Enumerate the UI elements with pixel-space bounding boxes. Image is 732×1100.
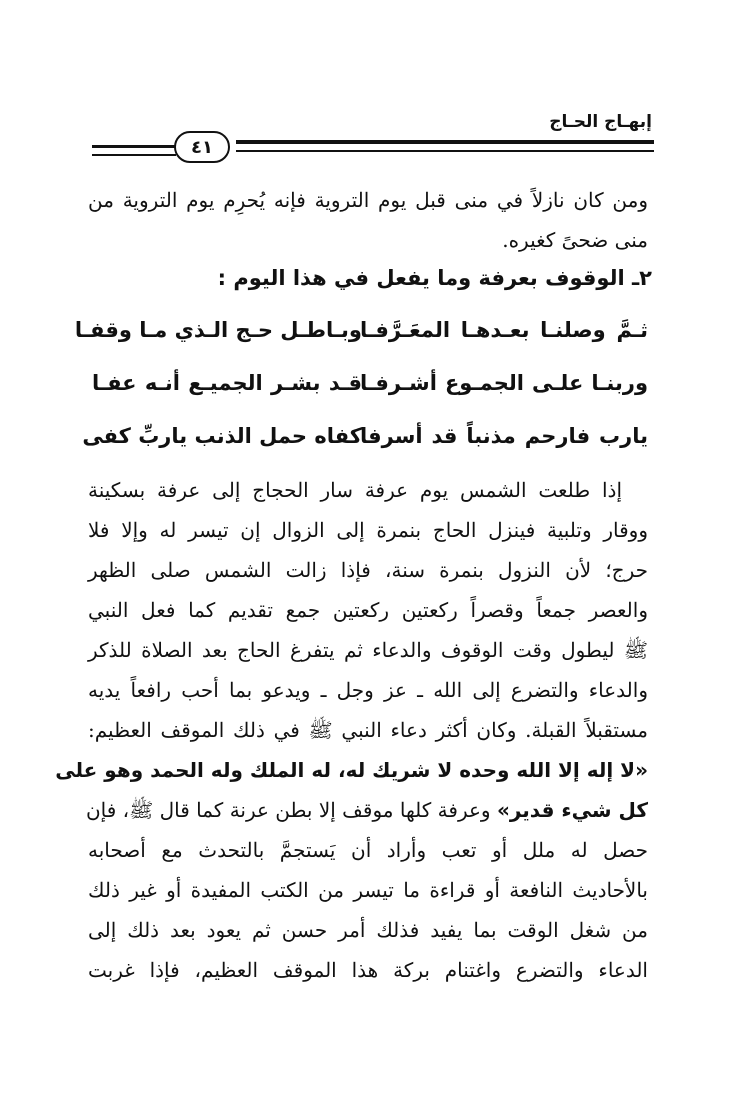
body-line: حصل له ملل أو تعب وأراد أن يَستجمَّ بالتحدث مع أصحابه <box>88 838 648 862</box>
intro-line: منى ضحىً كغيره. <box>502 228 648 252</box>
verse-hemistich: يارب فارحم مذنباً قد أسرفا <box>360 424 648 448</box>
page-number: ٤١ <box>174 131 230 163</box>
body-tail: وعرفة كلها موقف إلا بطن عرنة كما قال ﷺ، فإن <box>85 798 497 822</box>
body-line-mixed <box>85 790 648 830</box>
body-line: ﷺ ليطول وقت الوقوف والدعاء ثم يتفرغ الحاج بعد الصلاة للذكر <box>88 638 648 662</box>
dua-line: كل شيء قدير» <box>496 798 648 822</box>
body-line: والدعاء والتضرع إلى الله ـ عز وجل ـ ويدعو بما أحب رافعاً يديه <box>88 678 648 702</box>
running-title: إبهـاج الحـاج <box>549 112 652 132</box>
body-line: والعصر جمعاً وقصراً ركعتين ركعتين جمع تقديم كما فعل النبي <box>88 598 648 622</box>
verse-hemistich: ثـمَّ وصلنـا بعـدهـا المعَـرَّفـا <box>360 318 648 342</box>
body-line: بالأحاديث النافعة أو قراءة ما تيسر من الكتب المفيدة أو غير ذلك <box>88 878 648 902</box>
body-line: الدعاء والتضرع واغتنام بركة هذا الموقف العظيم، فإذا غربت <box>88 958 648 982</box>
body-line: من شغل الوقت بما يفيد فذلك أمر حسن ثم يعود بعد ذلك إلى <box>88 918 648 942</box>
header-rule <box>236 140 654 144</box>
section-heading: ٢ـ الوقوف بعرفة وما يفعل في هذا اليوم : <box>217 266 652 290</box>
verse-hemistich: كفاه حمل الذنب ياربِّ كفى <box>82 424 362 448</box>
header-rule-left-thin <box>92 154 176 156</box>
header-rule-thin <box>236 150 654 152</box>
body-line: مستقبلاً القبلة. وكان أكثر دعاء النبي ﷺ في ذلك الموقف العظيم: <box>88 718 648 742</box>
body-line: ووقار وتلبية فينزل الحاج بنمرة إلى الزوال إن تيسر له وإلا فلا <box>88 518 648 542</box>
header-rule-left <box>92 145 176 148</box>
dua-line: «لا إله إلا الله وحده لا شريك له، له الملك وله الحمد وهو على <box>55 758 648 782</box>
body-line: حرج؛ لأن النزول بنمرة سنة، فإذا زالت الشمس صلى الظهر <box>88 558 648 582</box>
verse-hemistich: قـد بشـر الجميـع أنـه عفـا <box>92 371 362 395</box>
body-line: إذا طلعت الشمس يوم عرفة سار الحجاج إلى عرفة بسكينة <box>88 478 622 502</box>
intro-line: ومن كان نازلاً في منى قبل يوم التروية فإنه يُحرِم يوم التروية من <box>88 188 648 212</box>
verse-hemistich: وربنـا علـى الجمـوع أشـرفـا <box>360 371 648 395</box>
verse-hemistich: وبـاطـل حـج الـذي مـا وقفـا <box>74 318 362 342</box>
